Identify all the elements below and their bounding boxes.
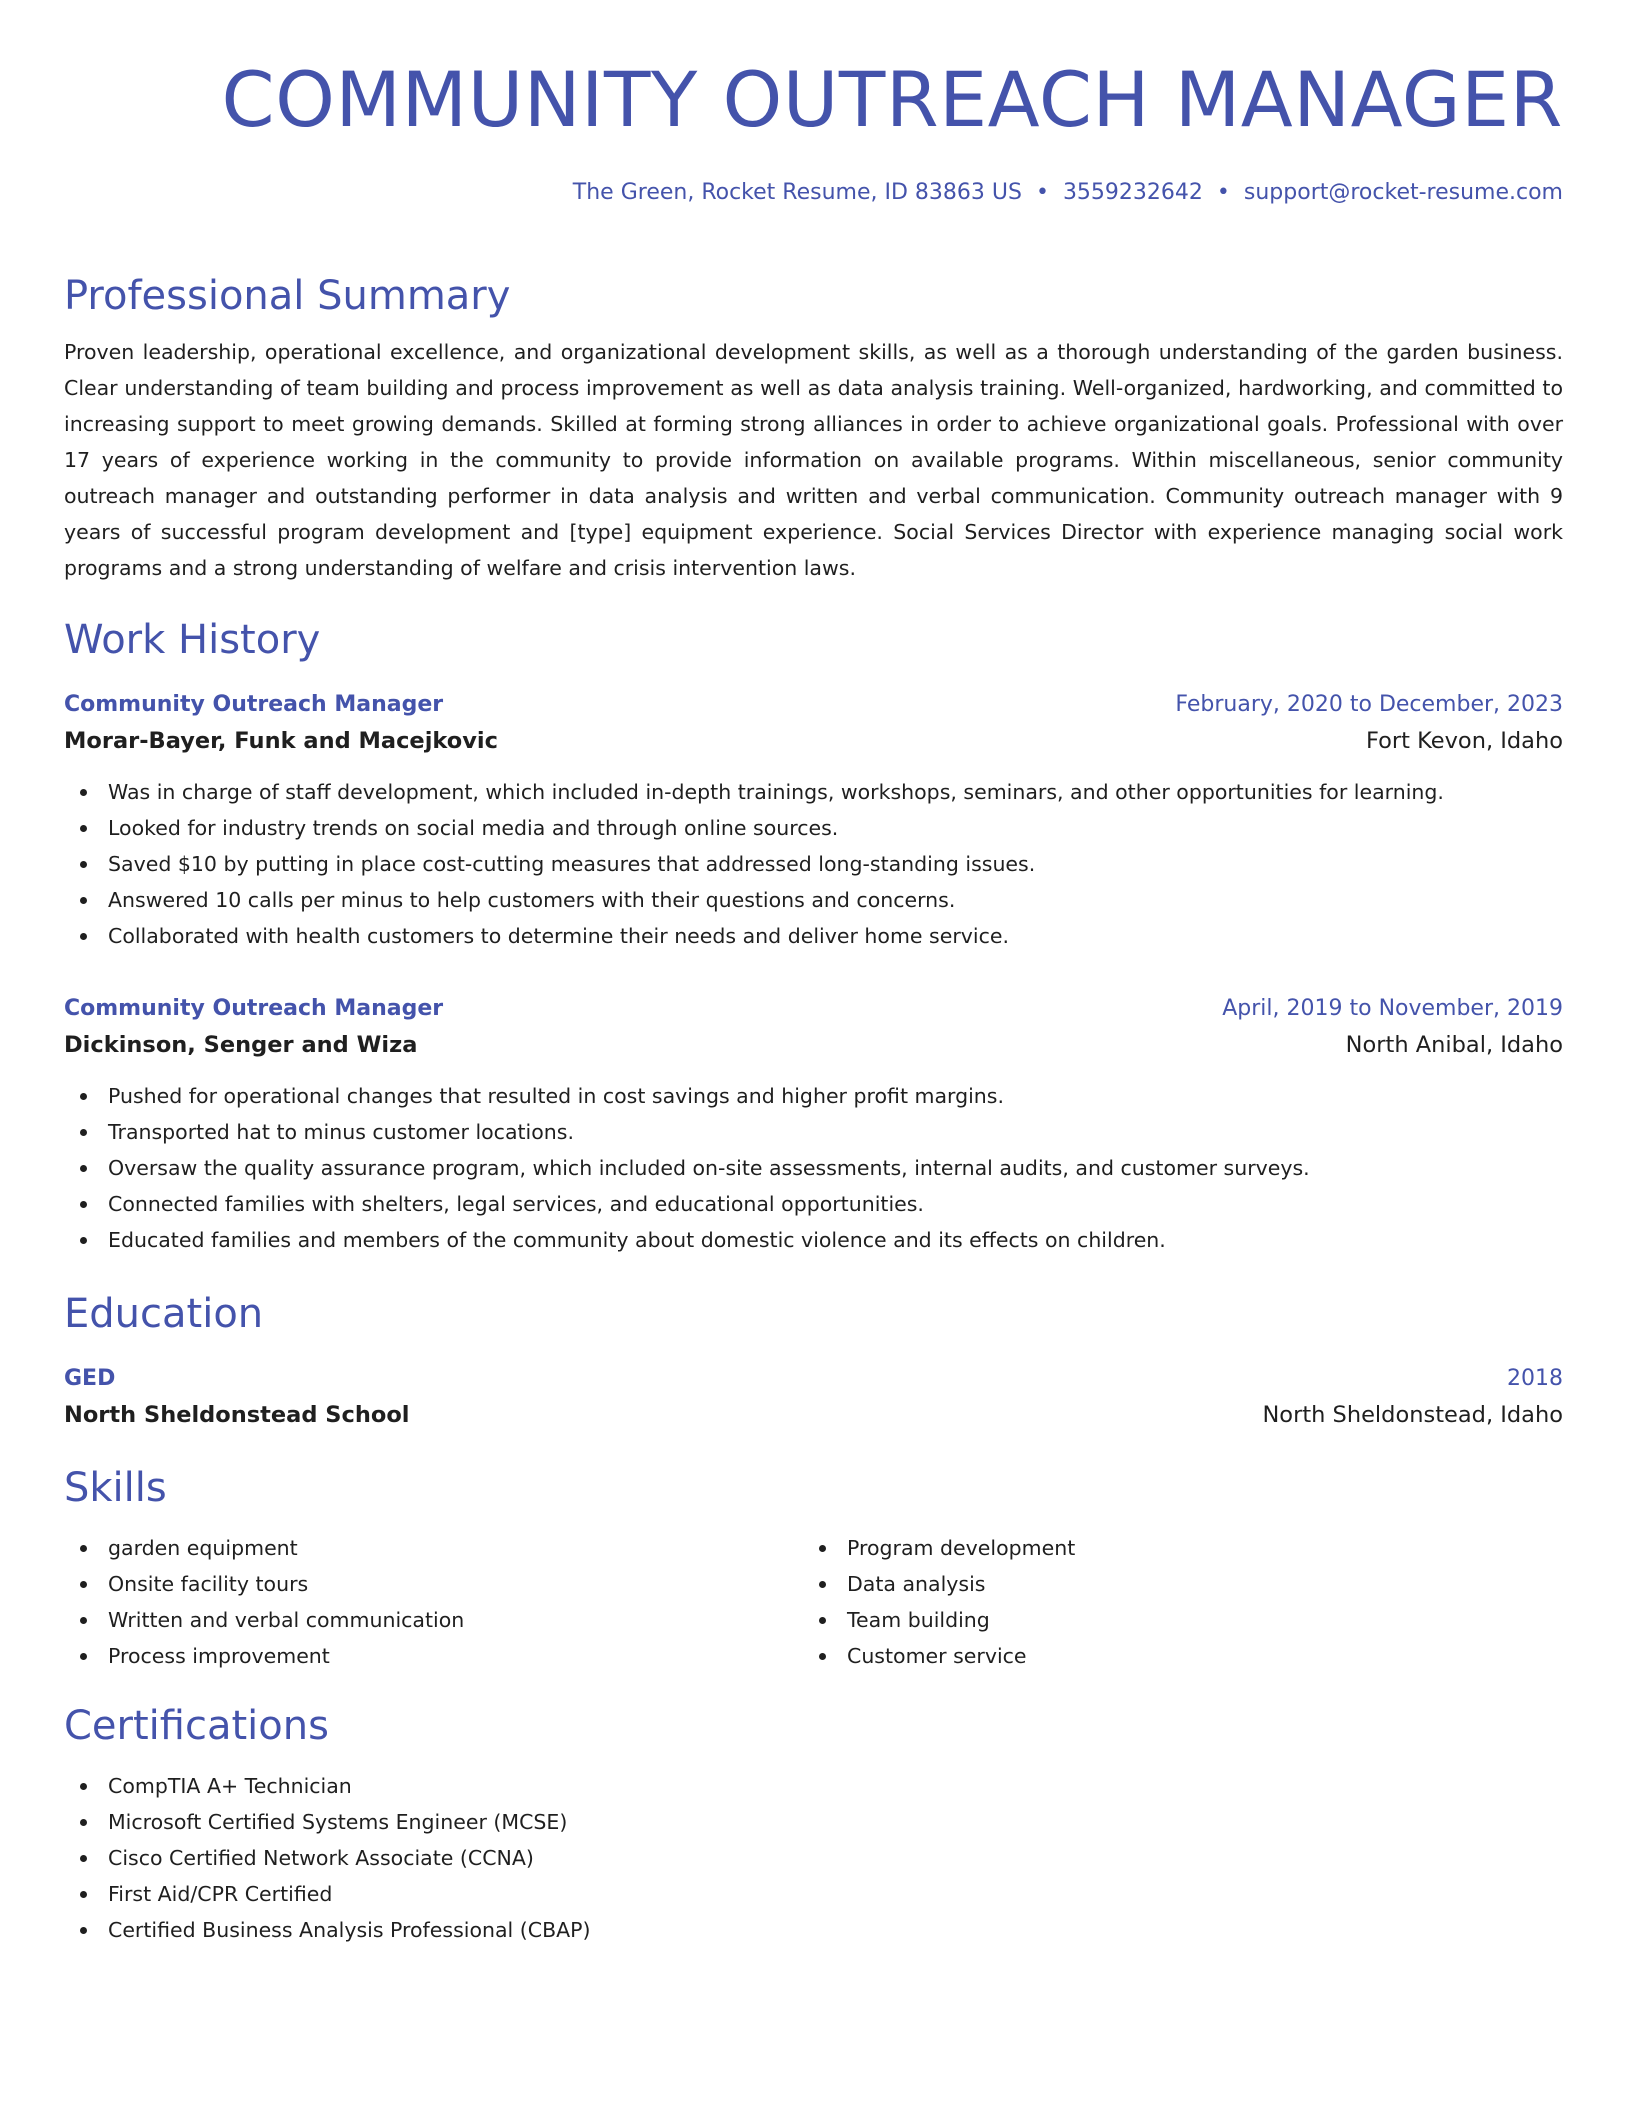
job-company-row bbox=[64, 1026, 1563, 1064]
job-header bbox=[64, 992, 1563, 1026]
skill-item: Onsite facility tours bbox=[64, 1566, 803, 1602]
job-bullet: Pushed for operational changes that resulted in cost savings and higher profit margins. bbox=[64, 1078, 1563, 1114]
job-bullet: Was in charge of staff development, which included in-depth trainings, workshops, seminars, and other opportunities for learning. bbox=[64, 774, 1563, 810]
skill-item: Team building bbox=[803, 1602, 1542, 1638]
job-bullet: Educated families and members of the community about domestic violence and its effects on children. bbox=[64, 1222, 1563, 1258]
education-location: North Sheldonstead, Idaho bbox=[1262, 1402, 1563, 1428]
job-bullet: Looked for industry trends on social media and through online sources. bbox=[64, 810, 1563, 846]
certification-item: CompTIA A+ Technician bbox=[64, 1768, 1563, 1804]
job-title: Community Outreach Manager bbox=[64, 692, 444, 717]
skill-item: garden equipment bbox=[64, 1530, 803, 1566]
skill-item: Process improvement bbox=[64, 1638, 803, 1674]
job-company-row bbox=[64, 722, 1563, 760]
contact-address: The Green, Rocket Resume, ID 83863 US bbox=[572, 180, 1022, 205]
skills-column-right bbox=[803, 1530, 1542, 1674]
skills-heading: Skills bbox=[64, 1465, 167, 1511]
education-header bbox=[64, 1362, 1563, 1396]
job-company: Dickinson, Senger and Wiza bbox=[64, 1032, 418, 1058]
job-bullet: Oversaw the quality assurance program, which included on-site assessments, internal audits, and customer surveys. bbox=[64, 1150, 1563, 1186]
contact-separator: • bbox=[1216, 180, 1230, 205]
job-dates: February, 2020 to December, 2023 bbox=[1175, 692, 1563, 717]
education-school-row bbox=[64, 1396, 1563, 1434]
job-entry bbox=[64, 992, 1563, 1258]
job-entry bbox=[64, 688, 1563, 954]
certification-item: Certified Business Analysis Professional (CBAP) bbox=[64, 1912, 1563, 1948]
job-bullet: Collaborated with health customers to determine their needs and deliver home service. bbox=[64, 918, 1563, 954]
skill-item: Data analysis bbox=[803, 1566, 1542, 1602]
work-history-heading: Work History bbox=[64, 617, 321, 663]
education-degree: GED bbox=[64, 1366, 116, 1391]
education-entry bbox=[64, 1362, 1563, 1434]
job-bullets bbox=[64, 1078, 1563, 1258]
contact-separator: • bbox=[1035, 180, 1049, 205]
job-location: North Anibal, Idaho bbox=[1345, 1032, 1563, 1058]
contact-line bbox=[64, 178, 1563, 208]
skill-item: Written and verbal communication bbox=[64, 1602, 803, 1638]
certifications-heading: Certifications bbox=[64, 1703, 329, 1749]
job-bullets bbox=[64, 774, 1563, 954]
summary-heading: Professional Summary bbox=[64, 273, 511, 319]
skill-item: Customer service bbox=[803, 1638, 1542, 1674]
job-bullet: Transported hat to minus customer locations. bbox=[64, 1114, 1563, 1150]
job-dates: April, 2019 to November, 2019 bbox=[1222, 996, 1563, 1021]
contact-email[interactable]: support@rocket-resume.com bbox=[1243, 180, 1563, 205]
skills-column-left bbox=[64, 1530, 803, 1674]
resume-title: COMMUNITY OUTREACH MANAGER bbox=[221, 55, 1563, 144]
job-bullet: Connected families with shelters, legal services, and educational opportunities. bbox=[64, 1186, 1563, 1222]
certifications-list bbox=[64, 1768, 1563, 1948]
job-bullet: Saved $10 by putting in place cost-cutting measures that addressed long-standing issues. bbox=[64, 846, 1563, 882]
certification-item: Cisco Certified Network Associate (CCNA) bbox=[64, 1840, 1563, 1876]
skills-grid bbox=[64, 1530, 1563, 1674]
job-company: Morar-Bayer, Funk and Macejkovic bbox=[64, 728, 498, 754]
job-title: Community Outreach Manager bbox=[64, 996, 444, 1021]
certification-item: Microsoft Certified Systems Engineer (MCSE) bbox=[64, 1804, 1563, 1840]
resume-page bbox=[64, 0, 1563, 1948]
job-location: Fort Kevon, Idaho bbox=[1366, 728, 1563, 754]
certification-item: First Aid/CPR Certified bbox=[64, 1876, 1563, 1912]
job-bullet: Answered 10 calls per minus to help customers with their questions and concerns. bbox=[64, 882, 1563, 918]
job-header bbox=[64, 688, 1563, 722]
summary-text: Proven leadership, operational excellence, and organizational development skills, as well as a thorough understanding of the garden business. Clear understanding of team building and process improvement as well as data analysis training. Well-organized, hardworking, and committed to increasing support to meet growing demands. Skilled at forming strong alliances in order to achieve organizational goals. Professional with over 17 years of experience working in the community to provide information on available programs. Within miscellaneous, senior community outreach manager and outstanding performer in data analysis and written and verbal communication. Community outreach manager with 9 years of successful program development and [type] equipment experience. Social Services Director with experience managing social work programs and a strong understanding of welfare and crisis intervention laws. bbox=[64, 340, 1563, 580]
education-school: North Sheldonstead School bbox=[64, 1402, 410, 1428]
education-heading: Education bbox=[64, 1291, 264, 1337]
skill-item: Program development bbox=[803, 1530, 1542, 1566]
education-year: 2018 bbox=[1507, 1366, 1563, 1391]
contact-phone[interactable]: 3559232642 bbox=[1062, 180, 1203, 205]
